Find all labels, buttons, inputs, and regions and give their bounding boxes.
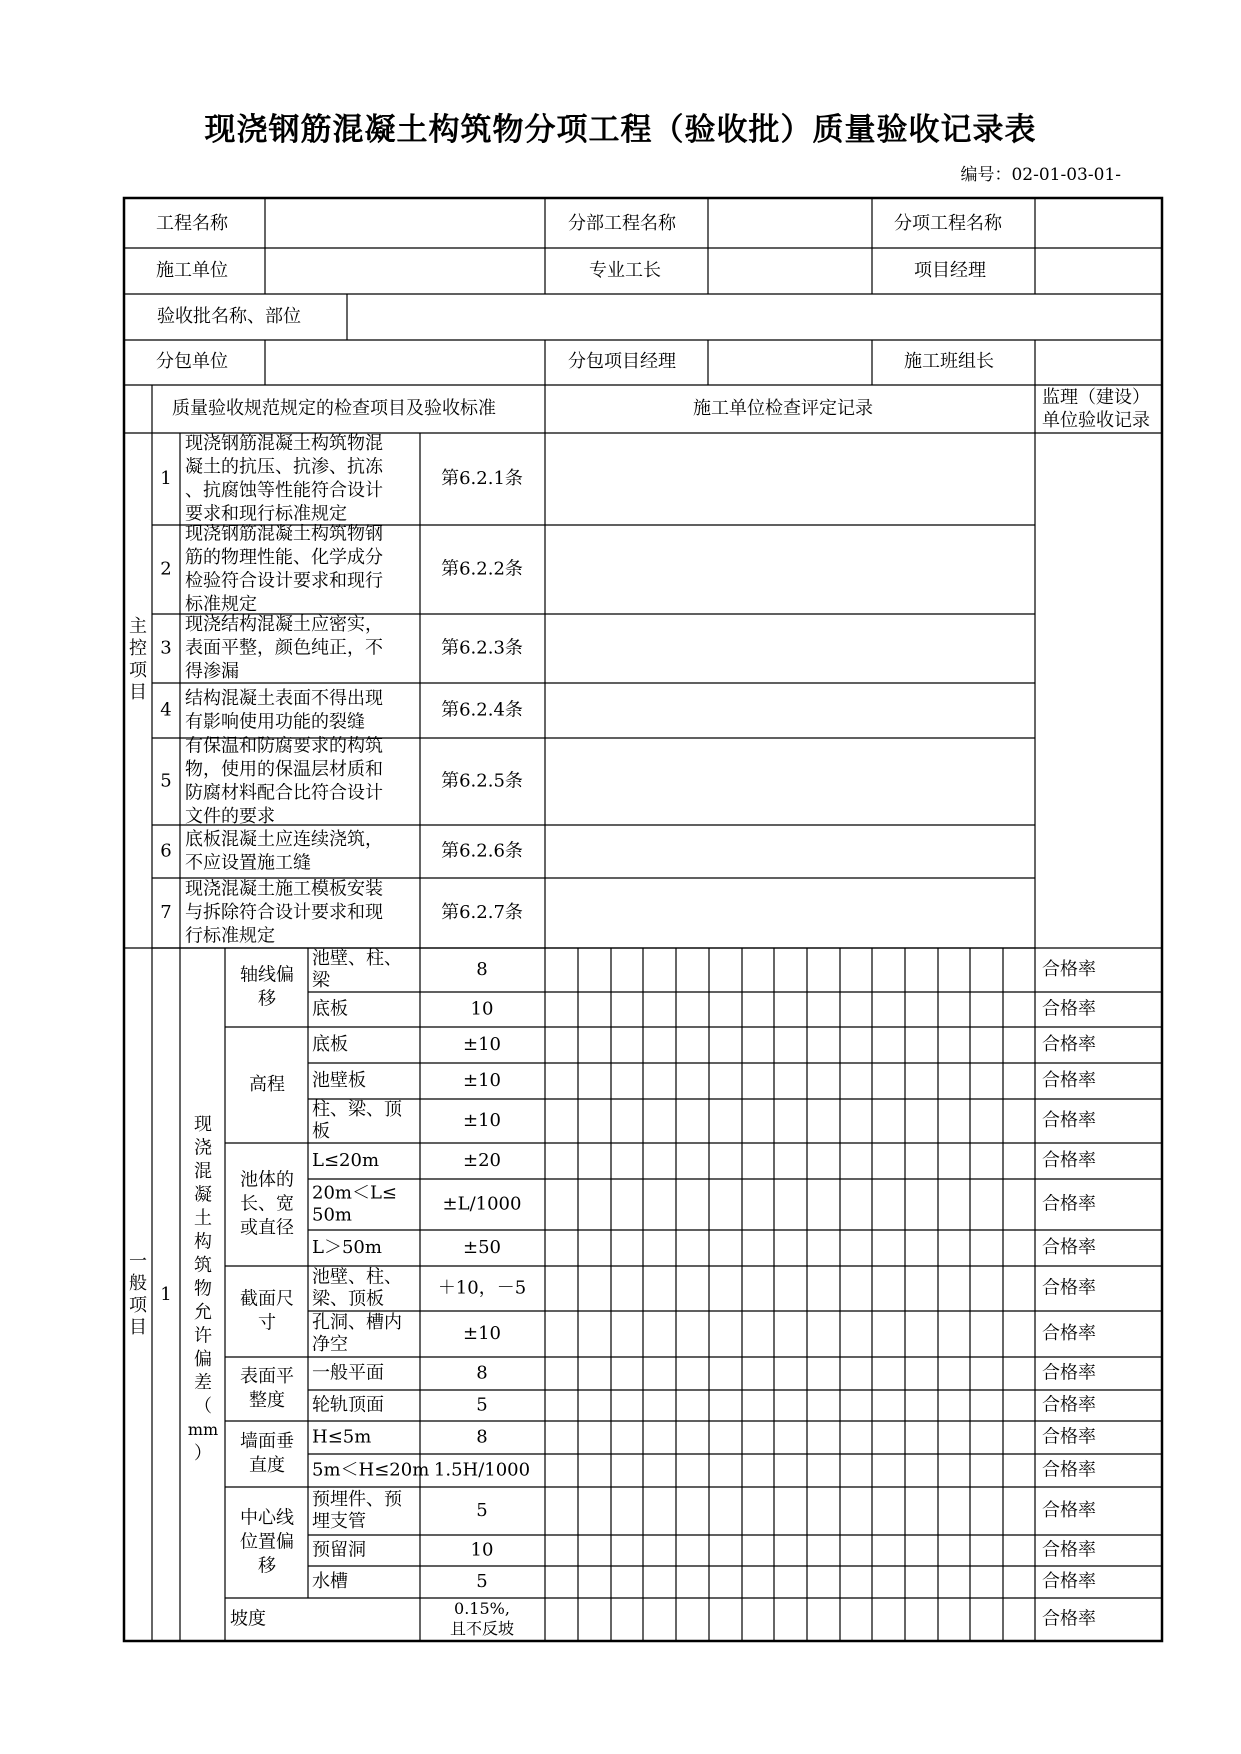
pass-rate-label: 合格率 — [1042, 1394, 1096, 1416]
sub-item-label: 一般平面 — [312, 1362, 384, 1384]
sub-item-label: 底板 — [312, 998, 348, 1020]
general-group-label: 项 — [129, 1295, 147, 1316]
tolerance-value: ±10 — [463, 1110, 501, 1131]
sub-item-label: 50m — [312, 1204, 352, 1226]
main-item-no: 5 — [160, 770, 172, 792]
general-vertical-label: 浇 — [194, 1137, 212, 1159]
main-group-label: 目 — [129, 682, 147, 703]
tolerance-value: 8 — [476, 1362, 488, 1384]
sub-item-label: 底板 — [312, 1034, 348, 1055]
pass-rate-label: 合格率 — [1042, 1500, 1096, 1521]
main-item-text: 表面平整，颜色纯正，不 — [185, 637, 383, 659]
col-record-header: 施工单位检查评定记录 — [693, 398, 873, 419]
main-item-text: 筋的物理性能、化学成分 — [185, 546, 383, 568]
sub-item-label: 5m＜H≤20m — [312, 1459, 430, 1481]
main-item-text: 现浇钢筋混凝土构筑物钢 — [185, 523, 383, 545]
category-label: 长、宽 — [240, 1193, 294, 1215]
general-vertical-label: 构 — [194, 1231, 212, 1253]
tolerance-value: 且不反坡 — [449, 1619, 515, 1638]
label-team-leader: 施工班组长 — [904, 351, 994, 372]
page-title: 现浇钢筋混凝土构筑物分项工程（验收批）质量验收记录表 — [204, 112, 1037, 148]
general-group-label: 一 — [129, 1251, 147, 1272]
sub-item-label: 池壁板 — [312, 1070, 366, 1091]
category-label: 中心线 — [240, 1507, 294, 1529]
tolerance-value: 5 — [476, 1500, 488, 1521]
category-label: 整度 — [249, 1390, 285, 1411]
general-vertical-label: ） — [194, 1443, 212, 1464]
main-item-clause: 第6.2.2条 — [441, 558, 523, 580]
sub-item-label: 孔洞、槽内 — [312, 1312, 402, 1333]
label-contractor: 施工单位 — [156, 260, 228, 281]
col-supervision-header: 单位验收记录 — [1042, 410, 1150, 431]
general-vertical-label: 许 — [194, 1325, 212, 1347]
main-item-text: 现浇钢筋混凝土构筑物混 — [185, 432, 383, 454]
main-item-text: 防腐材料配合比符合设计 — [185, 782, 383, 804]
general-group-label: 般 — [129, 1273, 147, 1294]
main-item-text: 要求和现行标准规定 — [185, 503, 347, 525]
sub-item-label: 预埋件、预 — [312, 1489, 402, 1510]
general-group-label: 目 — [129, 1317, 147, 1338]
col-supervision-header: 监理（建设） — [1042, 387, 1150, 408]
main-group-label: 控 — [129, 638, 147, 659]
tolerance-value: ±10 — [463, 1070, 501, 1091]
tolerance-value: ±10 — [463, 1034, 501, 1055]
main-item-text: 、抗腐蚀等性能符合设计 — [185, 479, 383, 501]
col-standard-header: 质量验收规范规定的检查项目及验收标准 — [172, 398, 496, 419]
label-foreman: 专业工长 — [589, 260, 661, 281]
main-item-no: 7 — [160, 902, 172, 923]
main-item-no: 6 — [160, 840, 172, 862]
pass-rate-label: 合格率 — [1042, 1070, 1096, 1091]
main-item-no: 4 — [160, 699, 172, 721]
main-item-text: 底板混凝土应连续浇筑， — [185, 828, 383, 850]
tolerance-value: 8 — [476, 1426, 488, 1448]
pass-rate-label: 合格率 — [1042, 1034, 1096, 1055]
tolerance-value: 10 — [470, 1539, 494, 1561]
category-label: 或直径 — [240, 1217, 294, 1239]
general-vertical-label: 差 — [194, 1372, 212, 1394]
main-item-clause: 第6.2.4条 — [441, 699, 523, 721]
sub-item-label: 梁、顶板 — [312, 1288, 384, 1310]
label-project-manager: 项目经理 — [914, 260, 986, 281]
sub-item-label: 池壁、柱、 — [312, 1266, 402, 1288]
main-item-clause: 第6.2.6条 — [441, 840, 523, 862]
category-label: 直度 — [249, 1455, 285, 1476]
category-label: 截面尺 — [240, 1288, 294, 1310]
sub-item-label: 池壁、柱、 — [312, 948, 402, 969]
general-vertical-label: mm — [187, 1420, 219, 1439]
pass-rate-label: 合格率 — [1042, 1539, 1096, 1561]
sub-item-label: 柱、梁、顶 — [312, 1099, 402, 1120]
sub-item-label: 轮轨顶面 — [312, 1394, 384, 1416]
sub-item-label: L＞50m — [312, 1237, 382, 1258]
general-vertical-label: 土 — [194, 1208, 212, 1229]
general-item-no: 1 — [160, 1284, 172, 1305]
tolerance-value: ±L/1000 — [442, 1193, 522, 1215]
main-group-label: 项 — [129, 660, 147, 681]
main-item-text: 文件的要求 — [185, 805, 275, 827]
tolerance-value: 10 — [470, 998, 494, 1020]
tolerance-value: 0.15%, — [454, 1599, 510, 1618]
label-sub-manager: 分包项目经理 — [568, 351, 676, 372]
main-item-text: 与拆除符合设计要求和现 — [185, 902, 383, 923]
general-vertical-label: 筑 — [194, 1255, 212, 1276]
pass-rate-label: 合格率 — [1042, 1323, 1096, 1344]
category-label: 移 — [258, 988, 276, 1010]
tolerance-value: ±50 — [463, 1237, 501, 1258]
pass-rate-label: 合格率 — [1042, 1110, 1096, 1131]
pass-rate-label: 合格率 — [1042, 1237, 1096, 1258]
general-vertical-label: （ — [194, 1396, 212, 1417]
sub-item-label: 净空 — [312, 1334, 348, 1355]
tolerance-value: 5 — [476, 1571, 488, 1592]
sub-item-label: 水槽 — [312, 1571, 348, 1592]
label-batch-name: 验收批名称、部位 — [157, 306, 301, 327]
pass-rate-label: 合格率 — [1042, 1459, 1096, 1481]
category-label: 位置偏 — [240, 1531, 294, 1553]
category-label: 寸 — [258, 1312, 276, 1334]
main-item-text: 物，使用的保温层材质和 — [185, 758, 383, 780]
sub-item-label: 板 — [312, 1121, 330, 1142]
category-label: 轴线偏 — [240, 964, 294, 986]
label-item-name: 分项工程名称 — [894, 213, 1002, 234]
main-item-text: 检验符合设计要求和现行 — [185, 570, 383, 592]
sub-item-label: 20m＜L≤ — [312, 1182, 398, 1204]
main-item-clause: 第6.2.5条 — [441, 770, 523, 792]
sub-item-label: 预留洞 — [312, 1539, 366, 1561]
general-vertical-label: 混 — [194, 1161, 212, 1182]
tolerance-value: ±10 — [463, 1323, 501, 1344]
pass-rate-label: 合格率 — [1042, 1426, 1096, 1448]
main-item-text: 行标准规定 — [185, 925, 275, 947]
main-item-clause: 第6.2.1条 — [441, 468, 523, 489]
main-item-no: 1 — [160, 468, 172, 489]
form-code: 编号：02-01-03-01- — [960, 165, 1121, 185]
category-label: 表面平 — [240, 1366, 294, 1387]
category-label: 墙面垂 — [240, 1431, 294, 1452]
pass-rate-label: 合格率 — [1042, 959, 1096, 980]
tolerance-value: 1.5H/1000 — [433, 1459, 531, 1481]
sub-item-label: H≤5m — [312, 1426, 372, 1448]
pass-rate-label: 合格率 — [1042, 998, 1096, 1020]
pass-rate-label: 合格率 — [1042, 1193, 1096, 1215]
label-division-name: 分部工程名称 — [568, 213, 676, 234]
tolerance-value: ±20 — [463, 1150, 501, 1171]
sub-item-label: 埋支管 — [312, 1511, 366, 1532]
pass-rate-label: 合格率 — [1042, 1150, 1096, 1171]
general-vertical-label: 允 — [194, 1302, 212, 1323]
main-item-text: 标准规定 — [185, 593, 257, 615]
category-label: 池体的 — [240, 1169, 294, 1191]
main-item-text: 得渗漏 — [185, 661, 239, 682]
pass-rate-label: 合格率 — [1042, 1608, 1096, 1630]
sub-item-label: 梁 — [312, 970, 330, 991]
category-label: 高程 — [249, 1074, 285, 1095]
sub-item-label: L≤20m — [312, 1150, 380, 1171]
label-project-name: 工程名称 — [156, 213, 228, 234]
general-vertical-label: 偏 — [194, 1349, 212, 1370]
main-item-text: 现浇结构混凝土应密实， — [185, 614, 383, 635]
main-item-clause: 第6.2.7条 — [441, 902, 523, 923]
tolerance-value: ＋10，－5 — [437, 1277, 527, 1299]
main-item-text: 现浇混凝土施工模板安装 — [185, 878, 383, 900]
main-item-no: 2 — [160, 558, 172, 580]
category-label: 移 — [258, 1555, 276, 1577]
main-item-text: 凝土的抗压、抗渗、抗冻 — [185, 456, 383, 478]
pass-rate-label: 合格率 — [1042, 1277, 1096, 1299]
general-vertical-label: 现 — [194, 1114, 212, 1135]
label-subcontractor: 分包单位 — [156, 351, 228, 372]
main-item-text: 结构混凝土表面不得出现 — [185, 687, 383, 709]
main-item-no: 3 — [160, 637, 172, 659]
main-item-clause: 第6.2.3条 — [441, 637, 523, 659]
main-item-text: 有影响使用功能的裂缝 — [185, 711, 365, 733]
main-item-text: 不应设置施工缝 — [185, 852, 311, 874]
pass-rate-label: 合格率 — [1042, 1362, 1096, 1384]
main-group-label: 主 — [129, 616, 147, 637]
category-label: 坡度 — [230, 1608, 266, 1630]
general-vertical-label: 物 — [194, 1278, 212, 1300]
tolerance-value: 8 — [476, 959, 488, 980]
pass-rate-label: 合格率 — [1042, 1571, 1096, 1592]
main-item-text: 有保温和防腐要求的构筑 — [185, 735, 383, 757]
tolerance-value: 5 — [476, 1394, 488, 1416]
general-vertical-label: 凝 — [194, 1184, 212, 1206]
